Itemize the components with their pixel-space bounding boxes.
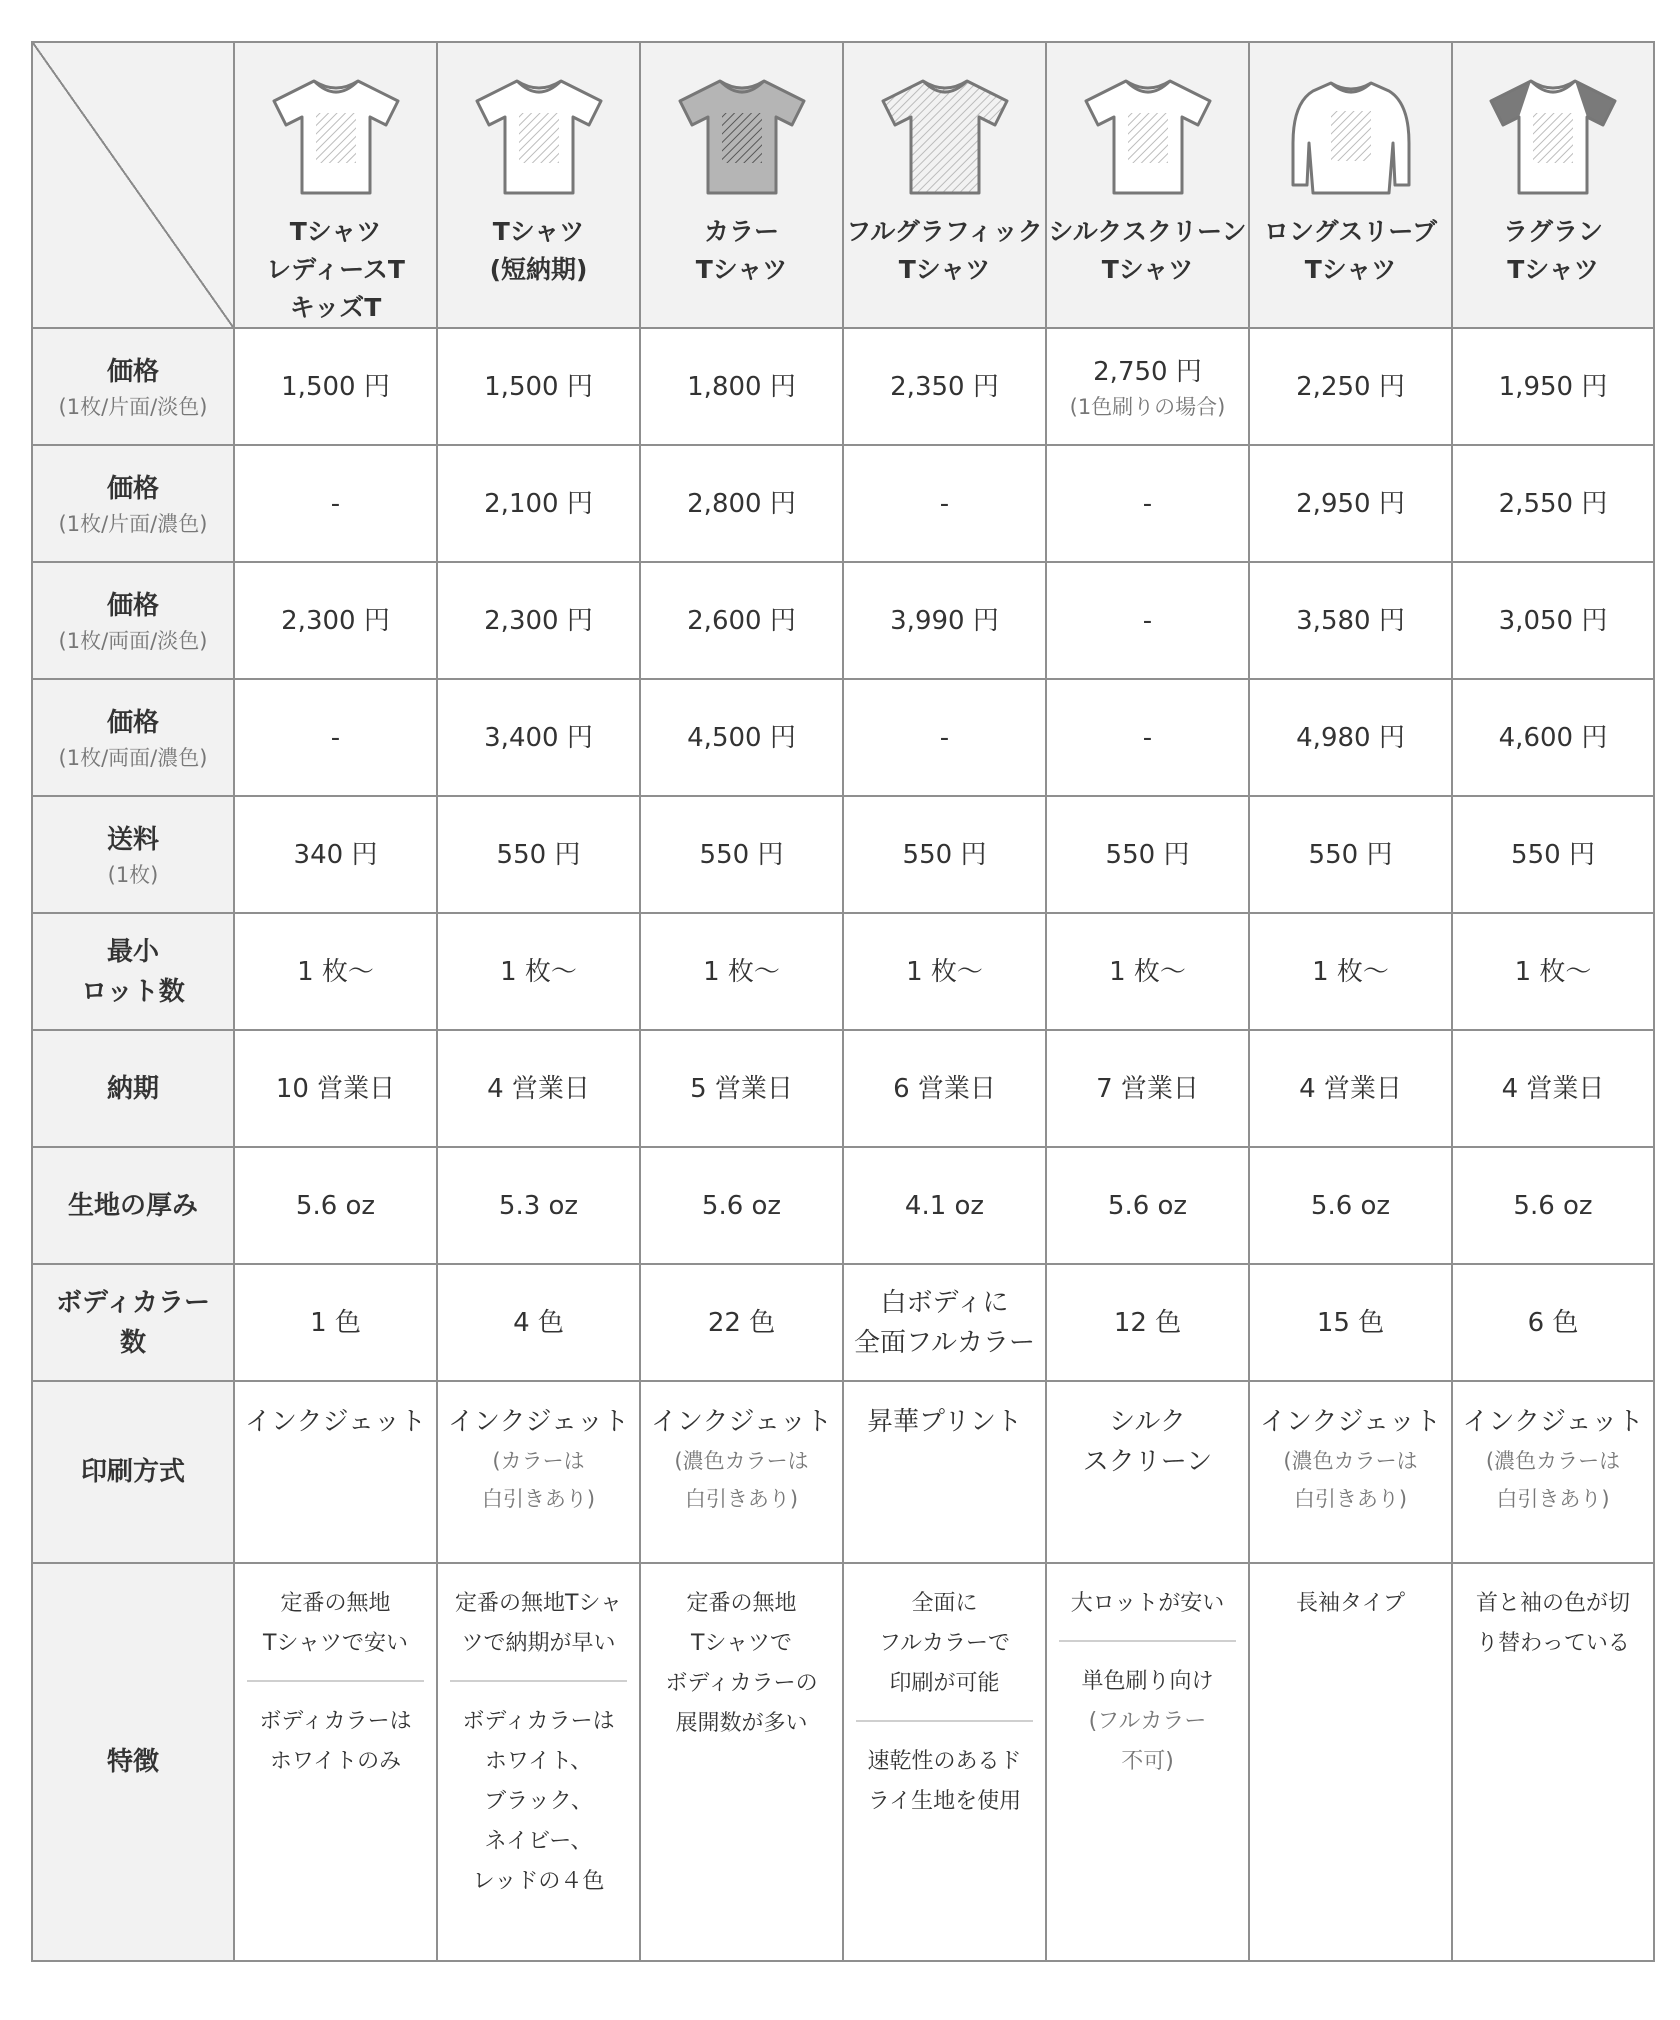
- cell-value: 4 営業日: [1501, 1073, 1605, 1104]
- cell-value: 1 枚〜: [703, 956, 780, 987]
- print-method-note: (カラーは: [492, 1449, 585, 1473]
- product-header: [843, 42, 1046, 328]
- white-tshirt-icon: [266, 73, 406, 203]
- row-label-cell: [32, 562, 234, 679]
- cell-value: -: [1142, 488, 1153, 519]
- feature-line: 展開数が多い: [675, 1711, 808, 1736]
- table-cell: [640, 1563, 843, 1961]
- feature-group: [1453, 1584, 1653, 1664]
- table-cell: [1249, 1147, 1452, 1264]
- table-cell: [843, 1381, 1046, 1563]
- cell-value: 2,100 円: [484, 488, 593, 519]
- table-cell: [1249, 679, 1452, 796]
- table-cell: [640, 1030, 843, 1147]
- row-price-dark-double: [32, 679, 1654, 796]
- table-cell: [1452, 445, 1654, 562]
- cell-value: 4,600 円: [1498, 722, 1608, 753]
- print-method: インクジェット: [245, 1407, 426, 1437]
- feature-line: 長袖タイプ: [1296, 1591, 1405, 1616]
- cell-value: 5.6 oz: [1310, 1190, 1391, 1221]
- table-cell: [1046, 913, 1249, 1030]
- table-cell: [843, 1147, 1046, 1264]
- cell-value: 1 枚〜: [297, 956, 374, 987]
- product-name-line: Tシャツ: [695, 255, 788, 284]
- table-cell: [640, 1264, 843, 1381]
- feature-note: (フルカラー: [1088, 1709, 1207, 1734]
- table-cell: [1249, 913, 1452, 1030]
- header-row: [32, 42, 1654, 328]
- row-label: 価格: [106, 356, 159, 387]
- table-cell: [234, 445, 437, 562]
- row-label-cell: [32, 1147, 234, 1264]
- row-label: 特徴: [106, 1747, 159, 1777]
- row-shipping: [32, 796, 1654, 913]
- print-method-note: (濃色カラーは: [1283, 1449, 1418, 1473]
- table-cell: [437, 1030, 640, 1147]
- feature-line: 速乾性のあるド: [867, 1749, 1022, 1774]
- feature-line: ライ生地を使用: [867, 1789, 1022, 1814]
- row-label-cell: [32, 445, 234, 562]
- table-cell: [843, 1563, 1046, 1961]
- cell-value: 2,350 円: [890, 371, 999, 402]
- table-cell: [640, 1147, 843, 1264]
- table-cell: [234, 562, 437, 679]
- cell-value: 550 円: [496, 839, 581, 870]
- print-method-note: 白引きあり): [481, 1487, 596, 1511]
- table-cell: [1249, 1030, 1452, 1147]
- gray-tshirt-icon: [672, 73, 812, 203]
- cell-value: 2,550 円: [1498, 488, 1608, 519]
- row-body-colors: [32, 1264, 1654, 1381]
- row-label-cell: [32, 796, 234, 913]
- cell-value: -: [1142, 722, 1153, 753]
- row-label-cell: [32, 679, 234, 796]
- product-name: [1047, 213, 1248, 289]
- cell-value: 4 営業日: [1299, 1073, 1402, 1104]
- row-label: ボディカラー: [56, 1287, 210, 1318]
- table-cell: [437, 1264, 640, 1381]
- cell-value: 2,250 円: [1296, 371, 1405, 402]
- row-label-cell: [32, 1381, 234, 1563]
- feature-divider: [856, 1720, 1033, 1722]
- row-min-lot: [32, 913, 1654, 1030]
- row-label: 数: [119, 1327, 146, 1358]
- feature-line: 全面に: [911, 1591, 978, 1616]
- table-cell: [1452, 913, 1654, 1030]
- product-name-line: Tシャツ: [1101, 255, 1194, 284]
- table-cell: [234, 328, 437, 445]
- product-name: [438, 213, 639, 289]
- cell-value: 3,400 円: [484, 722, 593, 753]
- cell-value: 1 枚〜: [906, 956, 983, 987]
- cell-value: 5.6 oz: [701, 1190, 782, 1221]
- table-cell: [843, 445, 1046, 562]
- cell-value: 1,500 円: [281, 371, 390, 402]
- cell-value: 6 色: [1527, 1307, 1579, 1338]
- table-cell: [1249, 328, 1452, 445]
- row-sublabel: (1枚/片面/濃色): [58, 511, 208, 536]
- table-cell: [1046, 562, 1249, 679]
- feature-group: [641, 1584, 842, 1744]
- cell-value: 12 色: [1113, 1307, 1182, 1338]
- table-cell: [640, 328, 843, 445]
- table-cell: [1046, 1030, 1249, 1147]
- product-name-line: カラー: [703, 217, 779, 246]
- feature-line: 単色刷り向け: [1081, 1669, 1214, 1694]
- feature-line: ネイビー、: [484, 1829, 593, 1854]
- row-label: 生地の厚み: [67, 1190, 198, 1221]
- table-cell: [640, 445, 843, 562]
- product-name-line: Tシャツ: [1507, 255, 1599, 284]
- print-method: インクジェット: [448, 1407, 629, 1437]
- print-method: インクジェット: [651, 1407, 832, 1437]
- long-sleeve-tshirt-icon: [1281, 73, 1421, 203]
- table-cell: [1452, 1147, 1654, 1264]
- row-price-light-double: [32, 562, 1654, 679]
- cell-value: 2,800 円: [687, 488, 796, 519]
- cell-value: -: [330, 488, 341, 519]
- cell-value: 550 円: [1308, 839, 1393, 870]
- white-tshirt-icon: [1078, 73, 1218, 203]
- cell-value: 2,600 円: [687, 605, 796, 636]
- product-name-line: キッズT: [289, 293, 382, 322]
- cell-value: 4,500 円: [687, 722, 796, 753]
- product-header: [437, 42, 640, 328]
- table-cell: [1046, 445, 1249, 562]
- table-cell: [1249, 1264, 1452, 1381]
- table-cell: [234, 1264, 437, 1381]
- product-name: [235, 213, 436, 327]
- row-sublabel: (1枚/片面/淡色): [58, 394, 208, 419]
- table-cell: [437, 1563, 640, 1961]
- table-cell: [843, 1264, 1046, 1381]
- row-label: 価格: [106, 707, 159, 738]
- row-label: 価格: [106, 590, 159, 621]
- table-corner-cell: [32, 42, 234, 328]
- cell-value: 7 営業日: [1096, 1073, 1199, 1104]
- row-label-cell: [32, 328, 234, 445]
- cell-value: 1,500 円: [484, 371, 593, 402]
- table-cell: [640, 796, 843, 913]
- table-cell: [1046, 328, 1249, 445]
- cell-value: 3,050 円: [1498, 605, 1608, 636]
- table-cell: [234, 1563, 437, 1961]
- feature-line: Tシャツで安い: [263, 1631, 408, 1656]
- cell-value: -: [939, 722, 950, 753]
- cell-value: 1,950 円: [1498, 371, 1608, 402]
- cell-value: -: [939, 488, 950, 519]
- table-cell: [843, 796, 1046, 913]
- feature-line: 首と袖の色が切: [1475, 1591, 1630, 1616]
- feature-line: フルカラーで: [878, 1631, 1011, 1656]
- product-name: [844, 213, 1045, 289]
- row-price-dark-single: [32, 445, 1654, 562]
- table-cell: [234, 1030, 437, 1147]
- product-name-line: レディースT: [266, 255, 405, 284]
- table-cell: [1046, 796, 1249, 913]
- product-name-line: (短納期): [489, 255, 588, 284]
- cell-value: 3,580 円: [1296, 605, 1405, 636]
- cell-note: (1色刷りの場合): [1069, 394, 1226, 419]
- cell-value: 5.6 oz: [1107, 1190, 1188, 1221]
- product-name-line: フルグラフィック: [846, 217, 1043, 246]
- table-cell: [1046, 1381, 1249, 1563]
- cell-value: 1 枚〜: [1514, 956, 1592, 987]
- table-cell: [437, 913, 640, 1030]
- feature-line: ツで納期が早い: [461, 1631, 616, 1656]
- cell-value: 2,950 円: [1296, 488, 1405, 519]
- table-cell: [1249, 445, 1452, 562]
- table-cell: [1452, 1381, 1654, 1563]
- feature-line: ボディカラーは: [259, 1709, 412, 1734]
- feature-group: [438, 1584, 639, 1664]
- feature-line: Tシャツで: [691, 1631, 792, 1656]
- raglan-tshirt-icon: [1483, 73, 1623, 203]
- feature-line: 定番の無地Tシャ: [455, 1591, 622, 1616]
- feature-line: り替わっている: [1476, 1631, 1630, 1656]
- feature-group: [844, 1584, 1045, 1704]
- table-cell: [1046, 679, 1249, 796]
- cell-value: 2,750 円: [1093, 356, 1202, 387]
- product-name-line: Tシャツ: [492, 217, 585, 246]
- table-cell: [640, 562, 843, 679]
- feature-line: 印刷が可能: [889, 1671, 1000, 1696]
- product-name-line: Tシャツ: [898, 255, 991, 284]
- table-cell: [843, 913, 1046, 1030]
- cell-value: 2,300 円: [484, 605, 593, 636]
- table-cell: [437, 562, 640, 679]
- cell-value: 1 枚〜: [1109, 956, 1186, 987]
- cell-value: 550 円: [1105, 839, 1190, 870]
- row-label-cell: [32, 1264, 234, 1381]
- table-cell: [843, 562, 1046, 679]
- product-header: [640, 42, 843, 328]
- table-cell: [1046, 1264, 1249, 1381]
- cell-value: 3,990 円: [890, 605, 999, 636]
- feature-line: ブラック、: [484, 1789, 593, 1814]
- row-label: 納期: [106, 1073, 159, 1104]
- table-cell: [437, 1381, 640, 1563]
- feature-line: 大ロットが安い: [1070, 1591, 1225, 1616]
- table-cell: [640, 1381, 843, 1563]
- print-method: シルク: [1109, 1407, 1186, 1437]
- product-name: [641, 213, 842, 289]
- table-cell: [437, 445, 640, 562]
- cell-value: 550 円: [699, 839, 784, 870]
- product-name-line: Tシャツ: [289, 217, 382, 246]
- feature-line: ボディカラーは: [462, 1709, 615, 1734]
- product-header: [1046, 42, 1249, 328]
- cell-value: 5 営業日: [690, 1073, 793, 1104]
- cell-value: 15 色: [1316, 1307, 1385, 1338]
- table-cell: [1046, 1147, 1249, 1264]
- feature-line: ホワイトのみ: [269, 1749, 402, 1774]
- print-method-note: (濃色カラーは: [1485, 1449, 1621, 1473]
- cell-value: 4.1 oz: [904, 1190, 985, 1221]
- cell-value: 340 円: [293, 839, 378, 870]
- cell-value: 1 色: [310, 1307, 361, 1338]
- table-cell: [843, 679, 1046, 796]
- row-label: 印刷方式: [80, 1457, 185, 1487]
- row-label: 送料: [106, 824, 159, 855]
- feature-group: [1047, 1584, 1248, 1624]
- cell-value: 6 営業日: [893, 1073, 996, 1104]
- table-cell: [437, 1147, 640, 1264]
- print-method-note: (濃色カラーは: [674, 1449, 809, 1473]
- product-name-line: ロングスリーブ: [1263, 217, 1437, 246]
- print-method: インクジェット: [1462, 1407, 1644, 1437]
- feature-line: 定番の無地: [686, 1591, 797, 1616]
- table-cell: [1452, 328, 1654, 445]
- feature-group: [1047, 1662, 1248, 1782]
- product-name-line: ラグラン: [1502, 217, 1603, 246]
- table-cell: [234, 1147, 437, 1264]
- product-header: [1452, 42, 1654, 328]
- row-sublabel: (1枚/両面/濃色): [58, 745, 208, 770]
- feature-divider: [450, 1680, 627, 1682]
- cell-value: 5.3 oz: [498, 1190, 579, 1221]
- product-name-line: Tシャツ: [1304, 255, 1397, 284]
- row-label-cell: [32, 1563, 234, 1961]
- cell-value: -: [330, 722, 341, 753]
- tshirt-comparison-table: [31, 41, 1655, 1962]
- cell-value: 1 枚〜: [500, 956, 577, 987]
- row-sublabel: (1枚): [107, 862, 159, 887]
- product-name-line: シルクスクリーン: [1048, 217, 1247, 246]
- table-cell: [234, 796, 437, 913]
- cell-value: 550 円: [1511, 839, 1595, 870]
- row-label-cell: [32, 913, 234, 1030]
- print-method-note: 白引きあり): [1496, 1487, 1610, 1511]
- row-features: [32, 1563, 1654, 1961]
- white-tshirt-icon: [469, 73, 609, 203]
- row-sublabel: (1枚/両面/淡色): [58, 628, 208, 653]
- table-cell: [640, 913, 843, 1030]
- cell-value: 1,800 円: [687, 371, 796, 402]
- feature-group: [844, 1742, 1045, 1822]
- table-cell: [1452, 1563, 1654, 1961]
- table-cell: [843, 328, 1046, 445]
- feature-group: [1250, 1584, 1451, 1624]
- feature-group: [438, 1702, 639, 1902]
- row-print-method: [32, 1381, 1654, 1563]
- feature-note: 不可): [1121, 1749, 1174, 1774]
- print-method-note: 白引きあり): [684, 1487, 799, 1511]
- table-cell: [234, 679, 437, 796]
- feature-divider: [1059, 1640, 1236, 1642]
- cell-value: 550 円: [902, 839, 987, 870]
- table-cell: [437, 796, 640, 913]
- table-cell: [843, 1030, 1046, 1147]
- cell-value: 10 営業日: [275, 1073, 396, 1104]
- table-cell: [1452, 1264, 1654, 1381]
- cell-value: 1 枚〜: [1312, 956, 1389, 987]
- print-method: インクジェット: [1260, 1407, 1441, 1437]
- cell-value: 4 色: [513, 1307, 564, 1338]
- table-cell: [1249, 796, 1452, 913]
- print-method: スクリーン: [1082, 1447, 1213, 1477]
- table-cell: [437, 328, 640, 445]
- table-cell: [234, 1381, 437, 1563]
- product-name: [1250, 213, 1451, 289]
- row-price-light-single: [32, 328, 1654, 445]
- row-label: 価格: [106, 473, 159, 504]
- product-header: [1249, 42, 1452, 328]
- cell-value: 2,300 円: [281, 605, 390, 636]
- row-lead-time: [32, 1030, 1654, 1147]
- table-cell: [234, 913, 437, 1030]
- cell-value: 4,980 円: [1296, 722, 1405, 753]
- row-label: 最小: [106, 936, 159, 967]
- product-header: [234, 42, 437, 328]
- feature-line: ホワイト、: [484, 1749, 593, 1774]
- print-method: 昇華プリント: [867, 1407, 1022, 1437]
- cell-value: 白ボディに: [880, 1287, 1009, 1318]
- table-cell: [1249, 1563, 1452, 1961]
- cell-value: -: [1142, 605, 1153, 636]
- table-cell: [640, 679, 843, 796]
- table-cell: [437, 679, 640, 796]
- table-cell: [1452, 1030, 1654, 1147]
- feature-divider: [247, 1680, 424, 1682]
- table-cell: [1452, 679, 1654, 796]
- table-cell: [1452, 796, 1654, 913]
- table-cell: [1452, 562, 1654, 679]
- full-graphic-tshirt-icon: [875, 73, 1015, 203]
- table-cell: [1046, 1563, 1249, 1961]
- cell-value: 5.6 oz: [1513, 1190, 1593, 1221]
- cell-value: 全面フルカラー: [854, 1327, 1035, 1358]
- row-label-cell: [32, 1030, 234, 1147]
- feature-line: レッドの４色: [472, 1869, 605, 1894]
- feature-line: 定番の無地: [280, 1591, 391, 1616]
- cell-value: 22 色: [707, 1307, 776, 1338]
- feature-line: ボディカラーの: [665, 1671, 818, 1696]
- feature-group: [235, 1702, 436, 1782]
- row-thickness: [32, 1147, 1654, 1264]
- feature-group: [235, 1584, 436, 1664]
- table-cell: [1249, 1381, 1452, 1563]
- table-cell: [1249, 562, 1452, 679]
- cell-value: 4 営業日: [487, 1073, 590, 1104]
- row-label: ロット数: [81, 976, 185, 1007]
- product-name: [1453, 213, 1653, 289]
- print-method-note: 白引きあり): [1293, 1487, 1408, 1511]
- cell-value: 5.6 oz: [295, 1190, 376, 1221]
